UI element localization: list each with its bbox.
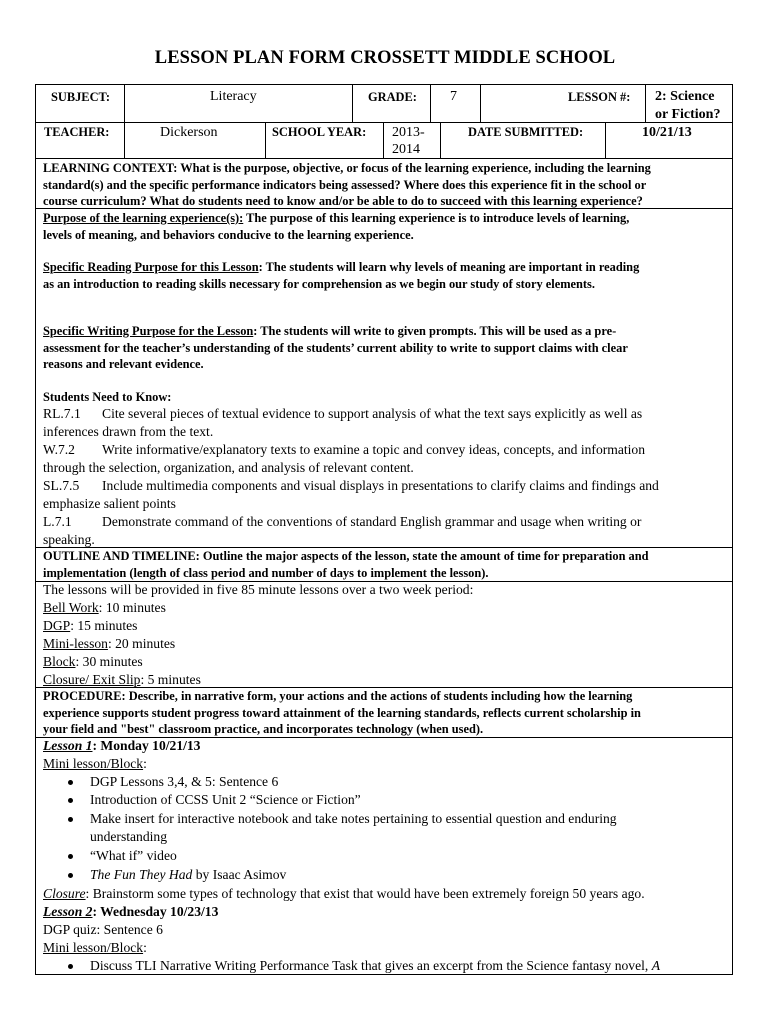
col-divider: [480, 84, 481, 122]
subject-label: SUBJECT:: [51, 90, 110, 104]
heading-line: PROCEDURE: Describe, in narrative form, your actions and the actions of students including how the learning: [43, 689, 633, 703]
subheading-colon: :: [143, 756, 147, 771]
date-submitted-label: DATE SUBMITTED:: [468, 125, 584, 139]
outline-heading: [43, 548, 729, 581]
lesson-2-quiz: DGP quiz: Sentence 6: [43, 922, 163, 937]
bullet-icon: [68, 867, 76, 885]
timeline-item: [43, 653, 729, 671]
lesson-2-label: Lesson 2: [43, 904, 93, 919]
timeline-label: Bell Work: [43, 600, 99, 615]
list-item-text: Discuss TLI Narrative Writing Performance Task that gives an excerpt from the Science fantasy novel,: [90, 958, 652, 973]
list-item-cont: understanding: [90, 829, 168, 844]
purpose-label: Purpose of the learning experience(s):: [43, 211, 244, 225]
heading-line: implementation (length of class period and number of days to implement the lesson).: [43, 565, 489, 580]
heading-line: OUTLINE AND TIMELINE: Outline the major aspects of the lesson, state the amount of time for preparation and: [43, 549, 649, 563]
bullet-icon: [68, 774, 76, 792]
standard-code: L.7.1: [43, 514, 72, 529]
learning-context-heading: [43, 160, 729, 210]
purpose-text: The purpose of this learning experience is to introduce levels of learning,: [243, 211, 630, 225]
heading-line: course curriculum? What do students need to know and/or be able to do to succeed with this learning experience?: [43, 194, 643, 208]
standard-text: inferences drawn from the text.: [43, 424, 214, 439]
heading-line: standard(s) and the specific performance indicators being assessed? Where does this experience fit in the school or: [43, 177, 647, 192]
list-item: DGP Lessons 3,4, & 5: Sentence 6: [90, 774, 279, 789]
list-item: “What if” video: [90, 848, 177, 863]
list-item: Introduction of CCSS Unit 2 “Science or Fiction”: [90, 792, 361, 807]
subject-value: Literacy: [210, 89, 257, 104]
lesson-1-subheading: [43, 755, 729, 773]
timeline-value: : 10 minutes: [98, 600, 166, 615]
standards-list: [43, 405, 729, 549]
list-item-italic: A: [651, 958, 661, 973]
standard-text: through the selection, organization, and analysis of relevant content.: [43, 460, 414, 475]
col-divider: [430, 84, 431, 122]
grade-value: 7: [450, 89, 457, 104]
heading-line: LEARNING CONTEXT: What is the purpose, objective, or focus of the learning experience, including the learning: [43, 161, 651, 175]
timeline-label: DGP: [43, 618, 71, 633]
standard-code: SL.7.5: [43, 478, 80, 493]
standard-text: Write informative/explanatory texts to examine a topic and convey ideas, concepts, and information: [102, 442, 646, 457]
bullet-icon: [68, 848, 76, 866]
subheading-colon: :: [143, 940, 147, 955]
lesson-2-heading: [43, 903, 729, 921]
bullet-icon: [68, 811, 76, 829]
reading-purpose-paragraph: [43, 259, 729, 292]
writing-purpose-text: reasons and relevant evidence.: [43, 357, 204, 371]
subheading-label: Mini lesson/Block: [43, 940, 144, 955]
school-year-value: 2013-: [392, 125, 425, 140]
school-year-label: SCHOOL YEAR:: [272, 125, 367, 139]
reading-purpose-label: Specific Reading Purpose for this Lesson: [43, 260, 259, 274]
purpose-paragraph: [43, 210, 729, 243]
standard-text: Include multimedia components and visual displays in presentations to clarify claims and findings and: [102, 478, 659, 493]
lesson-number-value-cont: or Fiction?: [655, 107, 721, 122]
lesson-1-date: : Monday 10/21/13: [92, 738, 201, 753]
standard-code: W.7.2: [43, 442, 75, 457]
col-divider: [265, 122, 266, 158]
heading-line: your field and "best" classroom practice, and incorporates technology (when used).: [43, 722, 484, 736]
timeline-value: : 20 minutes: [107, 636, 176, 651]
reading-purpose-text: : The students will learn why levels of meaning are important in reading: [258, 260, 640, 274]
timeline-label: Closure/ Exit Slip: [43, 672, 141, 687]
lesson-number-value: 2: Science: [655, 89, 715, 104]
row-divider: [35, 122, 733, 123]
bullet-icon: [68, 958, 76, 976]
timeline-value: : 15 minutes: [70, 618, 138, 633]
lesson-2-date: : Wednesday 10/23/13: [92, 904, 219, 919]
writing-purpose-text: assessment for the teacher’s understanding of the students’ current ability to write to support claims with clear: [43, 340, 628, 355]
page-title: LESSON PLAN FORM CROSSETT MIDDLE SCHOOL: [154, 48, 616, 68]
timeline-label: Mini-lesson: [43, 636, 108, 651]
standard-text: Cite several pieces of textual evidence to support analysis of what the text says explicitly as well as: [102, 406, 643, 421]
standard-text: emphasize salient points: [43, 496, 176, 511]
lesson-1-label: Lesson 1: [43, 738, 93, 753]
list-item: [90, 866, 730, 884]
standard-code: RL.7.1: [43, 406, 81, 421]
procedure-heading: [43, 688, 729, 738]
teacher-value: Dickerson: [160, 125, 218, 140]
timeline-label: Block: [43, 654, 76, 669]
subheading-label: Mini lesson/Block: [43, 756, 144, 771]
row-divider: [35, 158, 733, 159]
date-submitted-value: 10/21/13: [642, 125, 692, 140]
purpose-text: levels of meaning, and behaviors conducive to the learning experience.: [43, 227, 414, 242]
closure-line: [43, 885, 729, 903]
lesson-2-subheading: [43, 939, 729, 957]
teacher-label: TEACHER:: [44, 125, 110, 139]
timeline-value: : 30 minutes: [75, 654, 143, 669]
list-item: [90, 957, 730, 975]
timeline-item: [43, 635, 729, 653]
school-year-value-cont: 2014: [392, 142, 420, 157]
col-divider: [383, 122, 384, 158]
students-need-heading: Students Need to Know:: [43, 390, 172, 404]
timeline-value: : 5 minutes: [140, 672, 201, 687]
closure-label: Closure: [43, 886, 86, 901]
timeline-item: [43, 599, 729, 617]
lesson-number-label: LESSON #:: [568, 90, 631, 104]
outline-intro: The lessons will be provided in five 85 minute lessons over a two week period:: [43, 582, 474, 597]
bullet-icon: [68, 792, 76, 810]
list-item: Make insert for interactive notebook and take notes pertaining to essential question and enduring: [90, 811, 617, 826]
heading-line: experience supports student progress toward attainment of the learning standards, reflects current scholarship in: [43, 705, 641, 720]
book-title: The Fun They Had: [90, 867, 193, 882]
standard-text: speaking.: [43, 532, 95, 547]
writing-purpose-label: Specific Writing Purpose for the Lesson: [43, 324, 254, 338]
outline-body: [43, 581, 729, 689]
col-divider: [124, 84, 125, 158]
book-author: by Isaac Asimov: [192, 867, 287, 882]
reading-purpose-text: as an introduction to reading skills necessary for comprehension as we begin our study of story elements.: [43, 276, 595, 291]
col-divider: [645, 84, 646, 122]
writing-purpose-paragraph: [43, 323, 729, 373]
writing-purpose-text: : The students will write to given prompts. This will be used as a pre-: [253, 324, 617, 338]
timeline-item: [43, 617, 729, 635]
grade-label: GRADE:: [368, 90, 417, 104]
standard-text: Demonstrate command of the conventions of standard English grammar and usage when writing or: [102, 514, 642, 529]
col-divider: [605, 122, 606, 158]
lesson-1-heading: [43, 737, 729, 755]
closure-text: : Brainstorm some types of technology that exist that would have been extremely foreign 50 years ago.: [85, 886, 645, 901]
col-divider: [352, 84, 353, 122]
col-divider: [440, 122, 441, 158]
